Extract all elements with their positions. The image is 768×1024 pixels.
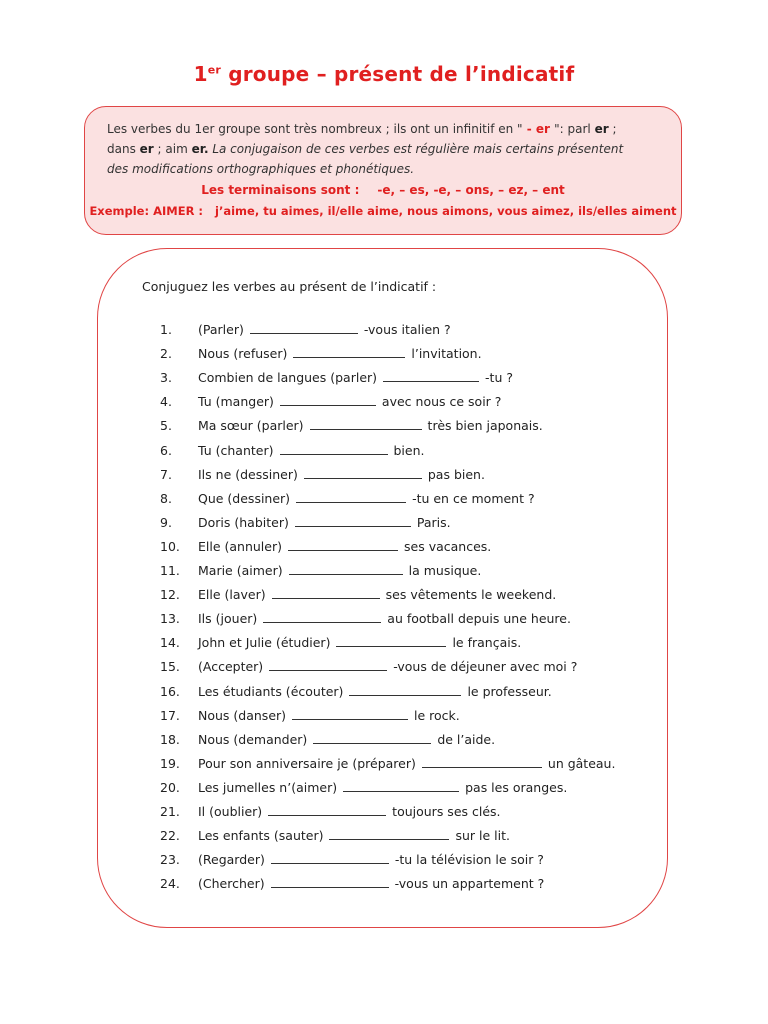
exercise-item	[160, 803, 501, 821]
exercise-continuation: l’invitation.	[411, 346, 482, 362]
exercise-prompt: Ma sœur (parler)	[198, 418, 304, 434]
exercise-item	[160, 707, 460, 725]
answer-blank[interactable]	[263, 610, 381, 623]
exercise-number: 5.	[160, 418, 172, 434]
exercise-item	[160, 634, 521, 652]
exercise-continuation: sur le lit.	[455, 828, 510, 844]
answer-blank[interactable]	[272, 586, 380, 599]
exercise-item	[160, 683, 552, 701]
exercise-continuation: -tu ?	[485, 370, 513, 386]
grammar-rule-box	[84, 106, 682, 235]
rule-text-part: ": parl	[554, 122, 595, 136]
rule-bold-ending: er	[594, 122, 609, 136]
exercise-item	[160, 779, 567, 797]
rule-ending-highlight: - er	[522, 122, 555, 136]
exercise-prompt: Ils (jouer)	[198, 611, 258, 627]
exercise-prompt: Combien de langues (parler)	[198, 370, 378, 386]
rule-bold-ending: er	[139, 142, 154, 156]
exercise-item	[160, 586, 556, 604]
exercise-prompt: (Regarder)	[198, 852, 265, 868]
exercise-prompt: Elle (annuler)	[198, 538, 282, 554]
answer-blank[interactable]	[304, 466, 422, 479]
exercise-prompt: Nous (refuser)	[198, 346, 288, 362]
exercise-prompt: Elle (laver)	[198, 587, 266, 603]
exercise-prompt: Nous (demander)	[198, 731, 308, 747]
exercise-continuation: -tu en ce moment ?	[412, 490, 535, 506]
rule-line-1	[107, 119, 667, 139]
exercise-prompt: Que (dessiner)	[198, 490, 291, 506]
exercise-continuation: pas les oranges.	[465, 779, 568, 795]
answer-blank[interactable]	[268, 803, 386, 816]
rule-line-2	[107, 139, 667, 159]
exercise-item	[160, 562, 481, 580]
exercise-item	[160, 731, 495, 749]
exercise-continuation: le professeur.	[467, 683, 552, 699]
exercise-number: 9.	[160, 514, 172, 530]
answer-blank[interactable]	[383, 369, 479, 382]
exercise-continuation: très bien japonais.	[427, 418, 543, 434]
answer-blank[interactable]	[292, 707, 408, 720]
exercise-number: 10.	[160, 538, 180, 554]
exercise-prompt: Il (oublier)	[198, 804, 263, 819]
exercise-number: 16.	[160, 683, 180, 699]
exercise-continuation: ses vêtements le weekend.	[385, 587, 557, 603]
rule-text-part: dans	[107, 142, 140, 156]
exercise-prompt: Doris (habiter)	[198, 514, 289, 530]
exercise-number: 17.	[160, 707, 180, 723]
exercise-continuation: de l’aide.	[437, 731, 496, 747]
exercise-prompt: Tu (chanter)	[198, 442, 274, 458]
exercise-number: 3.	[160, 370, 172, 386]
terminations-line	[85, 183, 681, 197]
exercise-item	[160, 442, 425, 460]
rule-text-part: ;	[608, 122, 617, 136]
exercise-item	[160, 875, 544, 893]
exercise-prompt: Les enfants (sauter)	[198, 828, 324, 844]
answer-blank[interactable]	[295, 514, 411, 527]
terminations-list: -e, – es, -e, – ons, – ez, – ent	[377, 183, 565, 197]
answer-blank[interactable]	[349, 683, 461, 696]
exercise-number: 19.	[160, 755, 180, 771]
exercise-prompt: Les étudiants (écouter)	[198, 683, 344, 699]
answer-blank[interactable]	[293, 345, 405, 358]
exercise-number: 7.	[160, 466, 172, 482]
rule-text	[107, 119, 667, 179]
rule-text-part: Les verbes du 1er groupe sont très nombreux ; ils ont un infinitif en "	[107, 122, 523, 136]
exercise-item	[160, 466, 485, 484]
exercise-continuation: pas bien.	[427, 466, 485, 482]
title-prefix: 1	[193, 62, 208, 86]
exercise-item	[160, 610, 571, 628]
exercise-item	[160, 514, 451, 532]
exercise-number: 1.	[160, 322, 172, 337]
rule-bold-ending: er.	[191, 142, 209, 156]
exercise-prompt: Marie (aimer)	[198, 563, 283, 578]
exercise-continuation: Paris.	[416, 514, 451, 530]
answer-blank[interactable]	[336, 634, 446, 647]
exercise-number: 4.	[160, 394, 172, 410]
exercise-item	[160, 538, 491, 556]
exercise-instruction: Conjuguez les verbes au présent de l’indicatif :	[142, 279, 437, 294]
answer-blank[interactable]	[271, 875, 389, 888]
answer-blank[interactable]	[422, 755, 542, 768]
exercise-prompt: Nous (danser)	[198, 707, 287, 723]
answer-blank[interactable]	[310, 417, 422, 430]
exercise-continuation: ses vacances.	[404, 538, 492, 554]
exercise-prompt: Tu (manger)	[198, 394, 274, 410]
exercise-item	[160, 321, 451, 339]
answer-blank[interactable]	[280, 393, 376, 406]
terminations-label: Les terminaisons sont :	[201, 183, 360, 197]
exercise-continuation: -vous de déjeuner avec moi ?	[393, 659, 578, 675]
exercise-continuation: -vous un appartement ?	[394, 876, 545, 892]
exercise-continuation: bien.	[393, 442, 425, 458]
exercise-number: 2.	[160, 346, 172, 362]
answer-blank[interactable]	[288, 538, 398, 551]
answer-blank[interactable]	[313, 731, 431, 744]
example-label: Exemple: AIMER :	[89, 204, 204, 218]
answer-blank[interactable]	[289, 562, 403, 575]
title-rest: groupe – présent de l’indicatif	[221, 62, 575, 86]
exercise-item	[160, 490, 535, 508]
exercise-item	[160, 827, 510, 845]
example-conjugation: j’aime, tu aimes, il/elle aime, nous aimons, vous aimez, ils/elles aiment	[215, 204, 677, 218]
page-title	[0, 62, 768, 86]
exercise-item	[160, 417, 543, 435]
exercise-number: 22.	[160, 828, 180, 844]
exercise-number: 18.	[160, 731, 180, 747]
exercise-number: 21.	[160, 804, 180, 819]
exercise-prompt: Pour son anniversaire je (préparer)	[198, 755, 416, 771]
exercise-item	[160, 658, 577, 676]
exercise-prompt: John et Julie (étudier)	[198, 635, 331, 651]
answer-blank[interactable]	[343, 779, 459, 792]
exercise-number: 11.	[160, 563, 180, 578]
title-superscript: er	[207, 63, 222, 77]
exercise-continuation: un gâteau.	[547, 755, 616, 771]
exercise-number: 8.	[160, 490, 172, 506]
answer-blank[interactable]	[296, 490, 406, 503]
exercise-item	[160, 345, 482, 363]
answer-blank[interactable]	[329, 827, 449, 840]
exercise-number: 13.	[160, 611, 180, 627]
exercise-prompt: (Parler)	[198, 322, 244, 337]
exercise-number: 20.	[160, 779, 180, 795]
exercise-number: 14.	[160, 635, 180, 651]
exercise-continuation: -tu la télévision le soir ?	[394, 852, 544, 868]
answer-blank[interactable]	[250, 321, 358, 334]
exercise-prompt: Ils ne (dessiner)	[198, 466, 298, 482]
exercise-item	[160, 393, 501, 411]
rule-line-3: des modifications orthographiques et phonétiques.	[107, 162, 415, 176]
exercise-item	[160, 851, 544, 869]
exercise-prompt: (Accepter)	[198, 659, 264, 675]
exercise-continuation: avec nous ce soir ?	[381, 394, 502, 410]
example-line	[85, 204, 681, 218]
exercise-item	[160, 369, 513, 387]
exercise-continuation: la musique.	[408, 563, 482, 578]
exercise-continuation: le rock.	[414, 707, 460, 723]
answer-blank[interactable]	[280, 442, 388, 455]
exercise-number: 24.	[160, 876, 180, 892]
exercise-number: 6.	[160, 442, 172, 458]
answer-blank[interactable]	[269, 658, 387, 671]
exercise-continuation: le français.	[452, 635, 522, 651]
exercise-number: 15.	[160, 659, 180, 675]
exercise-prompt: Les jumelles n’(aimer)	[198, 779, 338, 795]
exercise-continuation: -vous italien ?	[363, 322, 451, 337]
exercise-prompt: (Chercher)	[198, 876, 265, 892]
exercise-number: 23.	[160, 852, 180, 868]
answer-blank[interactable]	[271, 851, 389, 864]
rule-text-part: ; aim	[153, 142, 192, 156]
exercise-continuation: toujours ses clés.	[392, 804, 501, 819]
exercise-continuation: au football depuis une heure.	[387, 611, 571, 627]
rule-italic-text: La conjugaison de ces verbes est régulière mais certains présentent	[208, 142, 624, 156]
exercise-item	[160, 755, 615, 773]
exercise-number: 12.	[160, 587, 180, 603]
